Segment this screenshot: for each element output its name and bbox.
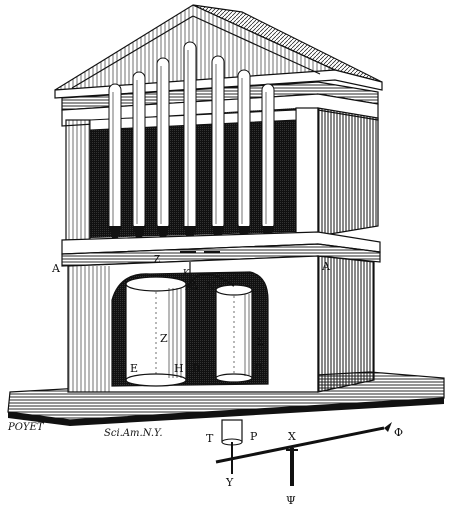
label-e: E <box>130 362 139 375</box>
label-z-top: Z <box>154 255 161 265</box>
pipe-5 <box>212 56 224 230</box>
label-sigma: Σ <box>256 335 264 348</box>
label-x: X <box>288 430 296 443</box>
label-pi: π <box>255 360 263 373</box>
label-a-left: A <box>52 262 60 275</box>
pipe-1 <box>109 84 121 232</box>
label-h: H <box>174 362 184 375</box>
label-a-right: A <box>322 260 330 273</box>
pipe-7 <box>262 84 274 230</box>
publisher-credit: Sci.Am.N.Y. <box>104 428 163 439</box>
label-b: B <box>192 362 201 375</box>
label-z-inner: Z <box>160 332 168 345</box>
label-phi: Φ <box>394 426 404 439</box>
engraver-signature: POYET <box>8 422 44 433</box>
pipe-6 <box>238 70 250 230</box>
label-k: K <box>183 269 190 279</box>
label-t: T <box>206 432 214 445</box>
pipe-2 <box>133 72 145 230</box>
label-p: P <box>250 430 258 443</box>
pipe-4 <box>184 42 196 232</box>
pipe-3 <box>157 58 169 230</box>
label-n: N <box>206 280 216 293</box>
label-delta: Δ <box>190 279 198 292</box>
lever-mechanism <box>216 420 392 486</box>
label-psi: Ψ <box>286 494 296 507</box>
cylinder-sigma <box>216 285 252 382</box>
label-omega: Ω <box>228 270 238 283</box>
label-upsilon: Υ <box>226 476 234 489</box>
